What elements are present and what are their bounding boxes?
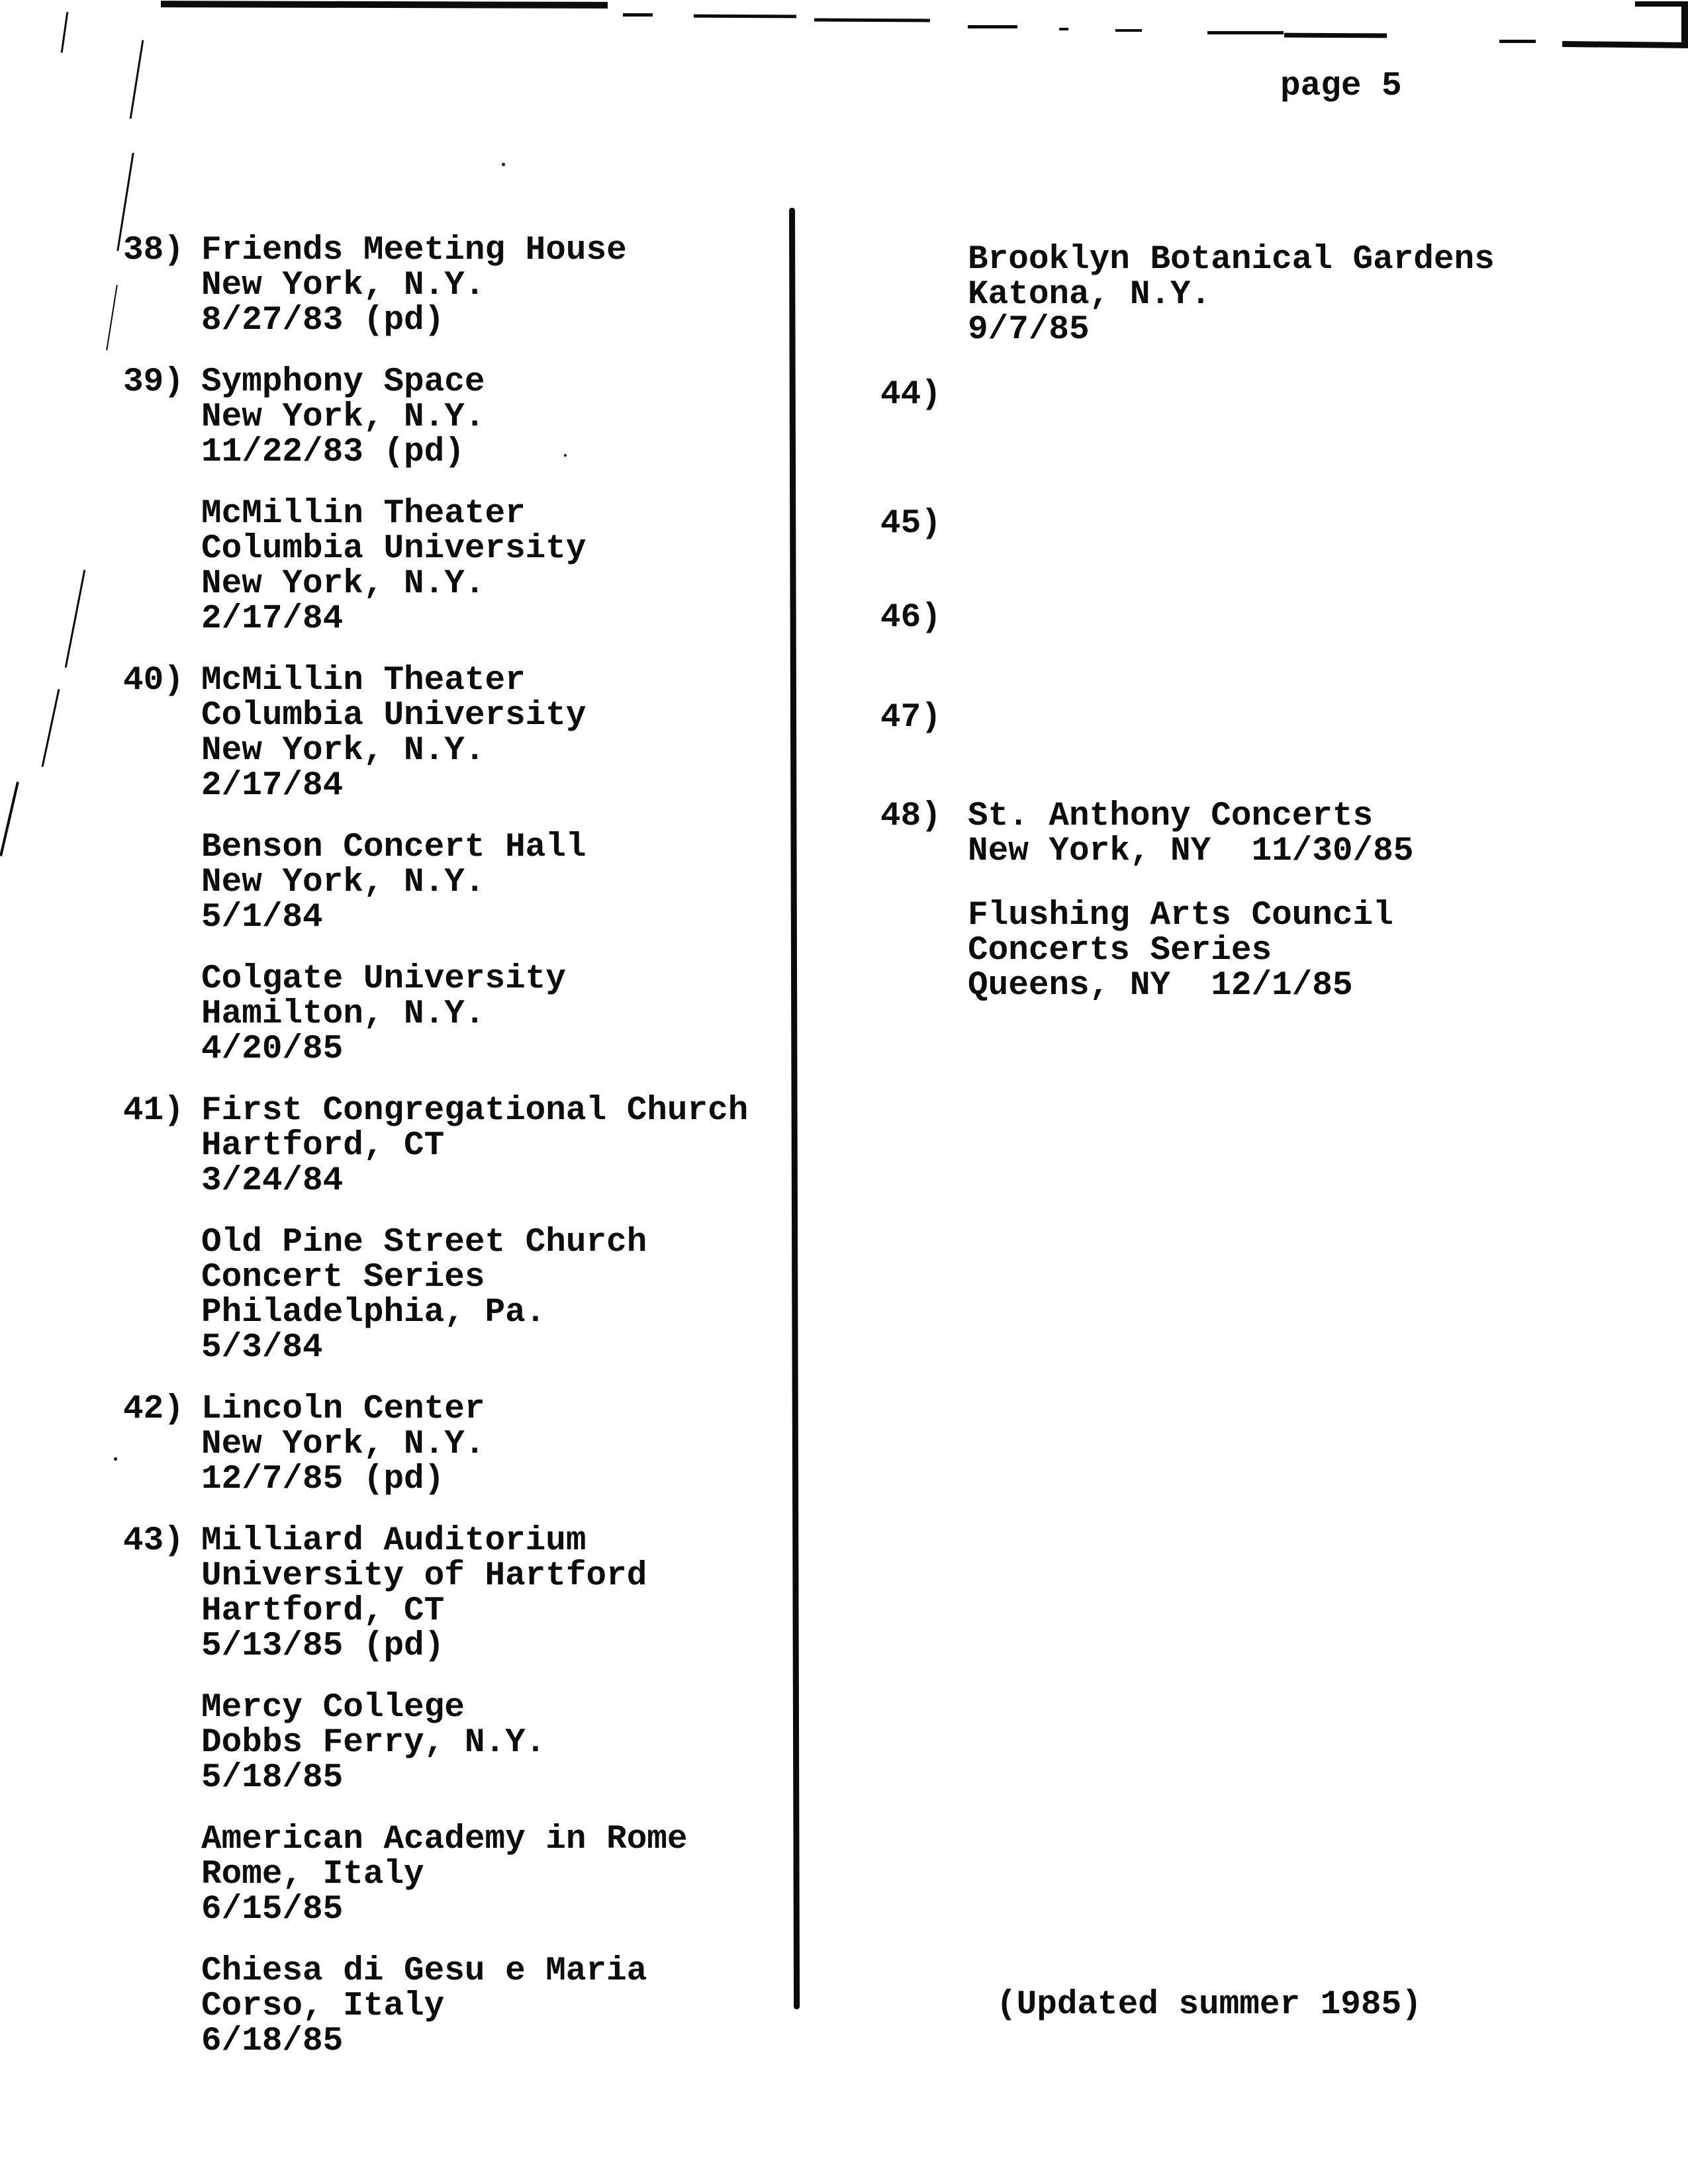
venue-date: 2/17/84 <box>201 767 344 805</box>
venue-location: Hamilton, N.Y. <box>201 995 485 1033</box>
venue-location: New York, N.Y. <box>201 565 485 603</box>
venue-date: 6/18/85 <box>201 2023 344 2060</box>
venue-entry-40-sub-colgate <box>123 962 785 1067</box>
scan-artifact <box>694 15 796 19</box>
venue-location: Hartford, CT <box>201 1127 445 1165</box>
entry-lines <box>968 242 1642 347</box>
venue-location: New York, N.Y. <box>201 267 485 304</box>
entry-lines <box>201 830 785 935</box>
venue-entry-43-sub-mercy <box>123 1690 785 1796</box>
scan-artifact <box>61 12 69 53</box>
venue-date: 6/15/85 <box>201 1891 344 1929</box>
venue-entry-45-empty <box>880 506 1642 541</box>
venue-entry-39-sub <box>123 496 785 637</box>
entry-number <box>123 962 201 1067</box>
entry-number <box>123 496 201 637</box>
entry-number <box>123 1225 201 1365</box>
entry-number: 48) <box>880 797 941 835</box>
scan-artifact <box>1635 1 1688 7</box>
page-number: page 5 <box>1280 68 1402 105</box>
venue-date: 4/20/85 <box>201 1030 344 1068</box>
venue-location: Corso, Italy <box>201 1987 445 2025</box>
venue-location-date: New York, NY 11/30/85 <box>968 833 1414 870</box>
venue-entry-46-empty <box>880 600 1642 635</box>
entry-number: 41) <box>123 1092 184 1130</box>
scan-artifact <box>106 285 118 350</box>
venue-entry-38 <box>123 233 785 338</box>
scan-artifact <box>1059 28 1068 30</box>
venue-entry-41-sub <box>123 1225 785 1365</box>
entry-lines <box>201 233 785 338</box>
venue-location: Katona, N.Y. <box>968 276 1211 314</box>
left-column <box>123 233 785 2085</box>
venue-location: New York, N.Y. <box>201 398 485 436</box>
entry-lines <box>968 898 1642 1003</box>
scan-artifact <box>814 19 930 23</box>
entry-lines <box>201 1822 785 1927</box>
entry-lines <box>201 1524 785 1664</box>
entry-lines <box>968 700 1642 735</box>
scan-artifact <box>1562 41 1688 48</box>
updated-footnote: (Updated summer 1985) <box>996 1986 1422 2024</box>
venue-name: Friends Meeting House <box>201 232 627 269</box>
entry-lines <box>201 1954 785 2059</box>
venue-name: Lincoln Center <box>201 1390 485 1428</box>
entry-lines <box>201 962 785 1067</box>
venue-org: Columbia University <box>201 697 586 735</box>
scan-artifact <box>130 40 144 119</box>
venue-name: St. Anthony Concerts <box>968 797 1374 835</box>
scan-artifact <box>0 782 19 856</box>
venue-name: McMillin Theater <box>201 662 526 700</box>
venue-location: New York, N.Y. <box>201 732 485 770</box>
venue-entry-47-empty <box>880 700 1642 735</box>
venue-location: Hartford, CT <box>201 1592 445 1630</box>
entry-number <box>123 1822 201 1927</box>
entry-number: 45) <box>880 505 941 543</box>
entry-number: 42) <box>123 1390 184 1428</box>
venue-name: American Academy in Rome <box>201 1821 688 1858</box>
venue-org: University of Hartford <box>201 1557 647 1595</box>
entry-number: 40) <box>123 662 184 700</box>
venue-location-date: Queens, NY 12/1/85 <box>968 967 1353 1005</box>
entry-number <box>123 830 201 935</box>
entry-lines <box>201 1093 785 1199</box>
scan-artifact <box>65 570 86 668</box>
venue-location: New York, N.Y. <box>201 1426 485 1463</box>
venue-entry-43 <box>123 1524 785 1664</box>
entry-number: 43) <box>123 1522 184 1560</box>
venue-name: Milliard Auditorium <box>201 1522 586 1560</box>
entry-number: 46) <box>880 599 941 637</box>
venue-series: Concert Series <box>201 1259 485 1297</box>
venue-entry-44-empty <box>880 377 1642 412</box>
right-column <box>880 242 1642 1003</box>
venue-name: Colgate University <box>201 960 566 998</box>
venue-entry-42 <box>123 1392 785 1497</box>
venue-entry-40-sub-benson <box>123 830 785 935</box>
venue-series: Concerts Series <box>968 932 1272 970</box>
venue-date: 5/1/84 <box>201 899 323 936</box>
entry-lines <box>968 377 1642 412</box>
entry-number <box>123 1954 201 2059</box>
scan-artifact <box>1207 31 1284 34</box>
scan-artifact <box>623 13 653 17</box>
venue-name: Old Pine Street Church <box>201 1224 647 1261</box>
entry-lines <box>201 496 785 637</box>
venue-entry-40 <box>123 663 785 803</box>
entry-number <box>123 1690 201 1796</box>
entry-number <box>880 242 968 347</box>
entry-lines <box>201 1690 785 1796</box>
scan-artifact <box>1681 5 1688 45</box>
venue-location: New York, N.Y. <box>201 864 485 901</box>
venue-location: Dobbs Ferry, N.Y. <box>201 1724 546 1762</box>
venue-date: 5/18/85 <box>201 1759 344 1797</box>
venue-entry-brooklyn <box>880 242 1642 347</box>
venue-date: 2/17/84 <box>201 600 344 638</box>
venue-entry-48 <box>880 799 1642 869</box>
entry-lines <box>968 799 1642 869</box>
entry-number <box>880 898 968 1003</box>
venue-date: 11/22/83 (pd) <box>201 433 465 471</box>
venue-name: McMillin Theater <box>201 495 526 533</box>
venue-name: Symphony Space <box>201 363 485 401</box>
venue-entry-43-sub-chiesa <box>123 1954 785 2059</box>
venue-org: Columbia University <box>201 530 586 568</box>
entry-lines <box>968 600 1642 635</box>
entry-lines <box>201 1225 785 1365</box>
scan-artifact <box>1115 29 1142 32</box>
scan-artifact <box>968 25 1017 28</box>
venue-date: 8/27/83 (pd) <box>201 302 445 340</box>
entry-number: 44) <box>880 376 941 414</box>
venue-date: 5/13/85 (pd) <box>201 1627 445 1665</box>
venue-location: Rome, Italy <box>201 1856 424 1893</box>
venue-name: Benson Concert Hall <box>201 829 586 866</box>
scan-artifact <box>502 163 505 166</box>
entry-lines <box>201 365 785 470</box>
scan-artifact <box>161 1 608 9</box>
column-divider-line <box>789 208 800 2009</box>
venue-date: 5/3/84 <box>201 1329 323 1367</box>
entry-number: 47) <box>880 699 941 737</box>
entry-number: 38) <box>123 232 184 269</box>
entry-lines <box>201 1392 785 1497</box>
entry-number: 39) <box>123 363 184 401</box>
scan-artifact <box>1284 33 1387 38</box>
venue-name: Brooklyn Botanical Gardens <box>968 241 1495 279</box>
scan-artifact <box>42 689 60 767</box>
entry-lines <box>968 506 1642 541</box>
scan-artifact <box>1499 40 1536 43</box>
venue-date: 3/24/84 <box>201 1162 344 1200</box>
venue-entry-41 <box>123 1093 785 1199</box>
venue-entry-39 <box>123 365 785 470</box>
venue-entry-48-sub-flushing <box>880 898 1642 1003</box>
venue-name: Flushing Arts Council <box>968 897 1393 934</box>
entry-lines <box>201 663 785 803</box>
venue-date: 12/7/85 (pd) <box>201 1461 445 1498</box>
venue-name: First Congregational Church <box>201 1092 749 1130</box>
venue-name: Chiesa di Gesu e Maria <box>201 1952 647 1990</box>
venue-entry-43-sub-rome <box>123 1822 785 1927</box>
venue-location: Philadelphia, Pa. <box>201 1294 546 1332</box>
venue-date: 9/7/85 <box>968 311 1090 349</box>
scan-artifact <box>114 1457 117 1461</box>
venue-name: Mercy College <box>201 1689 465 1727</box>
